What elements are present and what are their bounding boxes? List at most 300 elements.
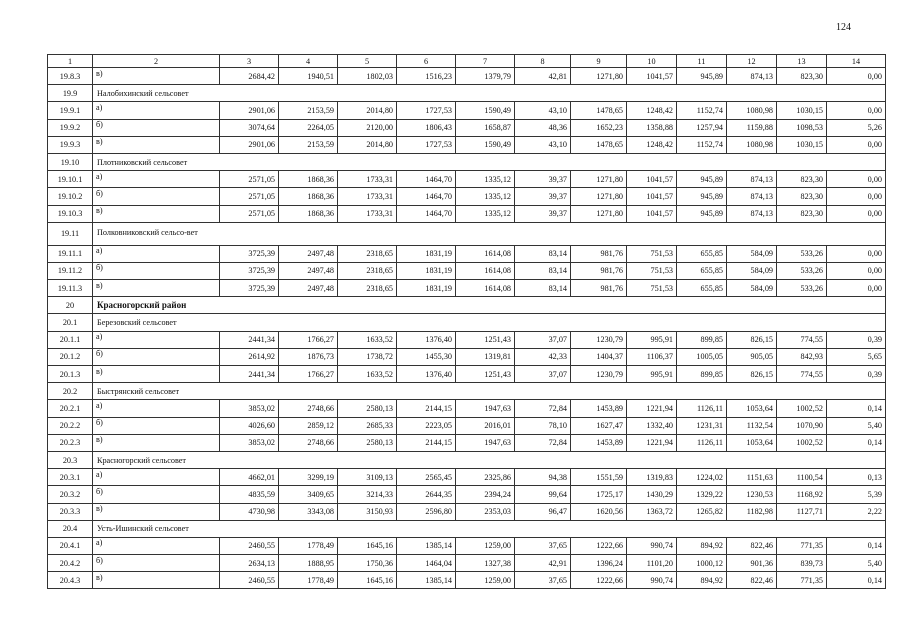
value-cell: 2153,59 [279, 136, 338, 153]
value-cell: 1251,43 [456, 331, 515, 348]
value-cell: 771,35 [777, 537, 827, 554]
value-cell: 3725,39 [220, 245, 279, 262]
value-cell: 2685,33 [338, 417, 397, 434]
row-code: 20.4 [48, 520, 93, 537]
row-variant-cell [93, 555, 220, 572]
row-variant-cell [93, 400, 220, 417]
value-cell: 1733,31 [338, 188, 397, 205]
value-cell: 2497,48 [279, 262, 338, 279]
value-cell: 0,00 [827, 68, 886, 85]
value-cell: 96,47 [515, 503, 571, 520]
value-cell: 1455,30 [397, 348, 456, 365]
value-cell: 655,85 [677, 262, 727, 279]
value-cell: 0,14 [827, 537, 886, 554]
value-cell: 899,85 [677, 331, 727, 348]
value-cell: 1385,14 [397, 537, 456, 554]
row-variant-cell [93, 262, 220, 279]
value-cell: 2441,34 [220, 366, 279, 383]
value-cell: 995,91 [627, 331, 677, 348]
value-cell: 42,91 [515, 555, 571, 572]
value-cell: 1070,90 [777, 417, 827, 434]
section-row [48, 451, 886, 468]
value-cell: 1614,08 [456, 280, 515, 297]
table-row [48, 366, 886, 383]
row-variant-label: б) [96, 263, 103, 273]
value-cell: 823,30 [777, 205, 827, 222]
value-cell: 1041,57 [627, 171, 677, 188]
value-cell: 1319,81 [456, 348, 515, 365]
table-row [48, 119, 886, 136]
column-header: 4 [279, 55, 338, 68]
value-cell: 1633,52 [338, 366, 397, 383]
value-cell: 1230,79 [571, 366, 627, 383]
value-cell: 2497,48 [279, 245, 338, 262]
row-code: 19.11.2 [48, 262, 93, 279]
value-cell: 1106,37 [627, 348, 677, 365]
value-cell: 2901,06 [220, 136, 279, 153]
value-cell: 1738,72 [338, 348, 397, 365]
value-cell: 945,89 [677, 188, 727, 205]
value-cell: 37,65 [515, 572, 571, 589]
row-variant-cell [93, 205, 220, 222]
value-cell: 894,92 [677, 572, 727, 589]
value-cell: 2571,05 [220, 171, 279, 188]
value-cell: 2644,35 [397, 486, 456, 503]
value-cell: 0,00 [827, 188, 886, 205]
value-cell: 2684,42 [220, 68, 279, 85]
value-cell: 1725,17 [571, 486, 627, 503]
value-cell: 1430,29 [627, 486, 677, 503]
value-cell: 751,53 [627, 245, 677, 262]
value-cell: 1464,70 [397, 188, 456, 205]
row-code: 19.10.2 [48, 188, 93, 205]
value-cell: 1379,79 [456, 68, 515, 85]
column-header: 2 [93, 55, 220, 68]
table-row [48, 469, 886, 486]
section-title: Березовский сельсовет [93, 314, 886, 331]
value-cell: 584,09 [727, 262, 777, 279]
value-cell: 2325,86 [456, 469, 515, 486]
value-cell: 1230,53 [727, 486, 777, 503]
value-cell: 1224,02 [677, 469, 727, 486]
row-variant-label: в) [96, 504, 103, 514]
row-code: 20.3 [48, 451, 93, 468]
value-cell: 2748,66 [279, 400, 338, 417]
value-cell: 2614,92 [220, 348, 279, 365]
row-variant-label: б) [96, 349, 103, 359]
value-cell: 3150,93 [338, 503, 397, 520]
value-cell: 905,05 [727, 348, 777, 365]
column-header: 14 [827, 55, 886, 68]
value-cell: 1005,05 [677, 348, 727, 365]
value-cell: 1251,43 [456, 366, 515, 383]
value-cell: 2748,66 [279, 434, 338, 451]
row-variant-cell [93, 348, 220, 365]
row-code: 20.2 [48, 383, 93, 400]
row-variant-cell [93, 331, 220, 348]
value-cell: 945,89 [677, 171, 727, 188]
value-cell: 2580,13 [338, 400, 397, 417]
value-cell: 874,13 [727, 171, 777, 188]
value-cell: 874,13 [727, 68, 777, 85]
row-code: 20.4.2 [48, 555, 93, 572]
row-variant-label: а) [96, 102, 103, 112]
section-title: Красногорский сельсовет [93, 451, 886, 468]
value-cell: 1030,15 [777, 102, 827, 119]
table-row [48, 205, 886, 222]
value-cell: 0,00 [827, 171, 886, 188]
row-variant-cell [93, 434, 220, 451]
value-cell: 3214,33 [338, 486, 397, 503]
value-cell: 2394,24 [456, 486, 515, 503]
value-cell: 1080,98 [727, 136, 777, 153]
column-header: 8 [515, 55, 571, 68]
district-row [48, 297, 886, 314]
value-cell: 822,46 [727, 537, 777, 554]
value-cell: 1733,31 [338, 205, 397, 222]
row-code: 19.9.3 [48, 136, 93, 153]
value-cell: 1182,98 [727, 503, 777, 520]
district-title: Красногорский район [93, 297, 886, 314]
value-cell: 1358,88 [627, 119, 677, 136]
value-cell: 72,84 [515, 400, 571, 417]
row-variant-label: в) [96, 68, 103, 78]
value-cell: 1376,40 [397, 331, 456, 348]
value-cell: 3853,02 [220, 434, 279, 451]
section-title: Плотниковский сельсовет [93, 153, 886, 170]
row-variant-cell [93, 572, 220, 589]
table-row [48, 417, 886, 434]
value-cell: 39,37 [515, 171, 571, 188]
row-code: 19.11.3 [48, 280, 93, 297]
value-cell: 1041,57 [627, 68, 677, 85]
value-cell: 1100,54 [777, 469, 827, 486]
row-variant-label: в) [96, 137, 103, 147]
section-title: Быстрянский сельсовет [93, 383, 886, 400]
value-cell: 981,76 [571, 245, 627, 262]
value-cell: 1766,27 [279, 331, 338, 348]
value-cell: 0,00 [827, 136, 886, 153]
table-row [48, 280, 886, 297]
value-cell: 0,00 [827, 262, 886, 279]
page-number: 124 [836, 22, 851, 33]
section-title: Налобихинский сельсовет [93, 85, 886, 102]
row-variant-label: б) [96, 418, 103, 428]
value-cell: 1831,19 [397, 262, 456, 279]
table-row [48, 188, 886, 205]
table-row [48, 245, 886, 262]
value-cell: 1778,49 [279, 572, 338, 589]
table-row [48, 348, 886, 365]
value-cell: 2144,15 [397, 434, 456, 451]
value-cell: 1319,83 [627, 469, 677, 486]
row-variant-label: а) [96, 246, 103, 256]
column-header: 13 [777, 55, 827, 68]
section-title [93, 222, 886, 245]
row-code: 20.4.1 [48, 537, 93, 554]
value-cell: 1633,52 [338, 331, 397, 348]
value-cell: 1152,74 [677, 102, 727, 119]
value-cell: 1516,23 [397, 68, 456, 85]
row-code: 20.3.3 [48, 503, 93, 520]
value-cell: 1396,24 [571, 555, 627, 572]
value-cell: 1876,73 [279, 348, 338, 365]
value-cell: 826,15 [727, 331, 777, 348]
value-cell: 3409,65 [279, 486, 338, 503]
value-cell: 751,53 [627, 262, 677, 279]
row-variant-label: в) [96, 366, 103, 376]
row-variant-cell [93, 102, 220, 119]
value-cell: 39,37 [515, 205, 571, 222]
value-cell: 1002,52 [777, 400, 827, 417]
row-variant-label: в) [96, 572, 103, 582]
value-cell: 43,10 [515, 136, 571, 153]
value-cell: 2571,05 [220, 205, 279, 222]
value-cell: 990,74 [627, 537, 677, 554]
row-code: 19.10.1 [48, 171, 93, 188]
value-cell: 1627,47 [571, 417, 627, 434]
value-cell: 2859,12 [279, 417, 338, 434]
value-cell: 0,14 [827, 434, 886, 451]
row-code: 19.9.1 [48, 102, 93, 119]
value-cell: 5,65 [827, 348, 886, 365]
row-variant-label: б) [96, 486, 103, 496]
row-code: 20.3.2 [48, 486, 93, 503]
row-variant-cell [93, 486, 220, 503]
value-cell: 981,76 [571, 262, 627, 279]
row-code: 19.10.3 [48, 205, 93, 222]
value-cell: 2014,80 [338, 102, 397, 119]
table-row [48, 503, 886, 520]
value-cell: 1230,79 [571, 331, 627, 348]
value-cell: 1271,80 [571, 205, 627, 222]
value-cell: 42,33 [515, 348, 571, 365]
section-row [48, 153, 886, 170]
value-cell: 945,89 [677, 205, 727, 222]
value-cell: 1868,36 [279, 188, 338, 205]
value-cell: 5,40 [827, 417, 886, 434]
row-code: 20.2.3 [48, 434, 93, 451]
value-cell: 1271,80 [571, 68, 627, 85]
value-cell: 981,76 [571, 280, 627, 297]
row-variant-label: в) [96, 435, 103, 445]
section-row [48, 222, 886, 245]
value-cell: 1652,23 [571, 119, 627, 136]
value-cell: 5,26 [827, 119, 886, 136]
value-cell: 2497,48 [279, 280, 338, 297]
value-cell: 2353,03 [456, 503, 515, 520]
row-variant-cell [93, 245, 220, 262]
value-cell: 1248,42 [627, 136, 677, 153]
value-cell: 1041,57 [627, 188, 677, 205]
value-cell: 2460,55 [220, 537, 279, 554]
value-cell: 83,14 [515, 245, 571, 262]
value-cell: 1335,12 [456, 188, 515, 205]
value-cell: 751,53 [627, 280, 677, 297]
row-variant-label: в) [96, 206, 103, 216]
value-cell: 0,00 [827, 245, 886, 262]
value-cell: 1132,54 [727, 417, 777, 434]
value-cell: 0,14 [827, 572, 886, 589]
row-variant-label: а) [96, 400, 103, 410]
value-cell: 533,26 [777, 280, 827, 297]
row-code: 19.9.2 [48, 119, 93, 136]
column-header: 10 [627, 55, 677, 68]
table-row [48, 486, 886, 503]
value-cell: 1614,08 [456, 262, 515, 279]
row-variant-cell [93, 280, 220, 297]
value-cell: 3109,13 [338, 469, 397, 486]
value-cell: 3725,39 [220, 280, 279, 297]
value-cell: 37,65 [515, 537, 571, 554]
value-cell: 2016,01 [456, 417, 515, 434]
value-cell: 1098,53 [777, 119, 827, 136]
value-cell: 1766,27 [279, 366, 338, 383]
value-cell: 1464,70 [397, 171, 456, 188]
value-cell: 1335,12 [456, 205, 515, 222]
value-cell: 1257,94 [677, 119, 727, 136]
table-row [48, 331, 886, 348]
row-code: 19.8.3 [48, 68, 93, 85]
row-variant-label: а) [96, 332, 103, 342]
value-cell: 1947,63 [456, 400, 515, 417]
value-cell: 1271,80 [571, 188, 627, 205]
value-cell: 1376,40 [397, 366, 456, 383]
value-cell: 1053,64 [727, 434, 777, 451]
table-row [48, 68, 886, 85]
table-row [48, 102, 886, 119]
value-cell: 2634,13 [220, 555, 279, 572]
table-row [48, 434, 886, 451]
value-cell: 1888,95 [279, 555, 338, 572]
value-cell: 83,14 [515, 262, 571, 279]
value-cell: 1159,88 [727, 119, 777, 136]
value-cell: 826,15 [727, 366, 777, 383]
row-variant-label: а) [96, 171, 103, 181]
value-cell: 1168,92 [777, 486, 827, 503]
value-cell: 901,36 [727, 555, 777, 572]
value-cell: 1222,66 [571, 572, 627, 589]
value-cell: 842,93 [777, 348, 827, 365]
value-cell: 5,40 [827, 555, 886, 572]
row-code: 20 [48, 297, 93, 314]
value-cell: 995,91 [627, 366, 677, 383]
row-code: 20.4.3 [48, 572, 93, 589]
row-variant-cell [93, 188, 220, 205]
row-variant-cell [93, 68, 220, 85]
column-header: 1 [48, 55, 93, 68]
value-cell: 39,37 [515, 188, 571, 205]
value-cell: 48,36 [515, 119, 571, 136]
row-variant-label: в) [96, 280, 103, 290]
value-cell: 2460,55 [220, 572, 279, 589]
value-cell: 1126,11 [677, 434, 727, 451]
table-row [48, 171, 886, 188]
value-cell: 1271,80 [571, 171, 627, 188]
row-variant-cell [93, 469, 220, 486]
value-cell: 1265,82 [677, 503, 727, 520]
row-variant-label: а) [96, 538, 103, 548]
value-cell: 1363,72 [627, 503, 677, 520]
value-cell: 5,39 [827, 486, 886, 503]
value-cell: 533,26 [777, 262, 827, 279]
row-code: 19.11 [48, 222, 93, 245]
value-cell: 1750,36 [338, 555, 397, 572]
column-header: 3 [220, 55, 279, 68]
value-cell: 1000,12 [677, 555, 727, 572]
value-cell: 1453,89 [571, 400, 627, 417]
row-code: 20.1 [48, 314, 93, 331]
value-cell: 839,73 [777, 555, 827, 572]
value-cell: 1940,51 [279, 68, 338, 85]
value-cell: 3853,02 [220, 400, 279, 417]
value-cell: 0,13 [827, 469, 886, 486]
row-code: 19.11.1 [48, 245, 93, 262]
value-cell: 1041,57 [627, 205, 677, 222]
value-cell: 774,55 [777, 366, 827, 383]
value-cell: 1551,59 [571, 469, 627, 486]
value-cell: 4835,59 [220, 486, 279, 503]
value-cell: 37,07 [515, 331, 571, 348]
table-row [48, 572, 886, 589]
value-cell: 874,13 [727, 205, 777, 222]
value-cell: 1727,53 [397, 136, 456, 153]
value-cell: 2580,13 [338, 434, 397, 451]
section-row [48, 314, 886, 331]
value-cell: 1478,65 [571, 136, 627, 153]
value-cell: 1030,15 [777, 136, 827, 153]
value-cell: 1222,66 [571, 537, 627, 554]
value-cell: 2318,65 [338, 280, 397, 297]
table-row [48, 262, 886, 279]
tariff-table [47, 54, 886, 589]
value-cell: 3725,39 [220, 262, 279, 279]
value-cell: 1733,31 [338, 171, 397, 188]
section-title-text: Полковниковский сельсо-вет [97, 228, 198, 238]
row-variant-cell [93, 119, 220, 136]
value-cell: 1831,19 [397, 280, 456, 297]
value-cell: 1221,94 [627, 400, 677, 417]
table-row [48, 400, 886, 417]
value-cell: 1152,74 [677, 136, 727, 153]
row-variant-cell [93, 417, 220, 434]
value-cell: 823,30 [777, 188, 827, 205]
value-cell: 1614,08 [456, 245, 515, 262]
value-cell: 3299,19 [279, 469, 338, 486]
column-header: 6 [397, 55, 456, 68]
column-header: 11 [677, 55, 727, 68]
column-header: 5 [338, 55, 397, 68]
value-cell: 1645,16 [338, 572, 397, 589]
value-cell: 43,10 [515, 102, 571, 119]
value-cell: 1332,40 [627, 417, 677, 434]
value-cell: 4730,98 [220, 503, 279, 520]
section-row [48, 520, 886, 537]
value-cell: 1453,89 [571, 434, 627, 451]
value-cell: 2596,80 [397, 503, 456, 520]
value-cell: 2153,59 [279, 102, 338, 119]
value-cell: 1327,38 [456, 555, 515, 572]
value-cell: 4662,01 [220, 469, 279, 486]
section-title: Усть-Ишинский сельсовет [93, 520, 886, 537]
value-cell: 78,10 [515, 417, 571, 434]
row-code: 20.1.1 [48, 331, 93, 348]
value-cell: 0,00 [827, 280, 886, 297]
value-cell: 1658,87 [456, 119, 515, 136]
value-cell: 533,26 [777, 245, 827, 262]
row-variant-cell [93, 136, 220, 153]
row-variant-cell [93, 537, 220, 554]
